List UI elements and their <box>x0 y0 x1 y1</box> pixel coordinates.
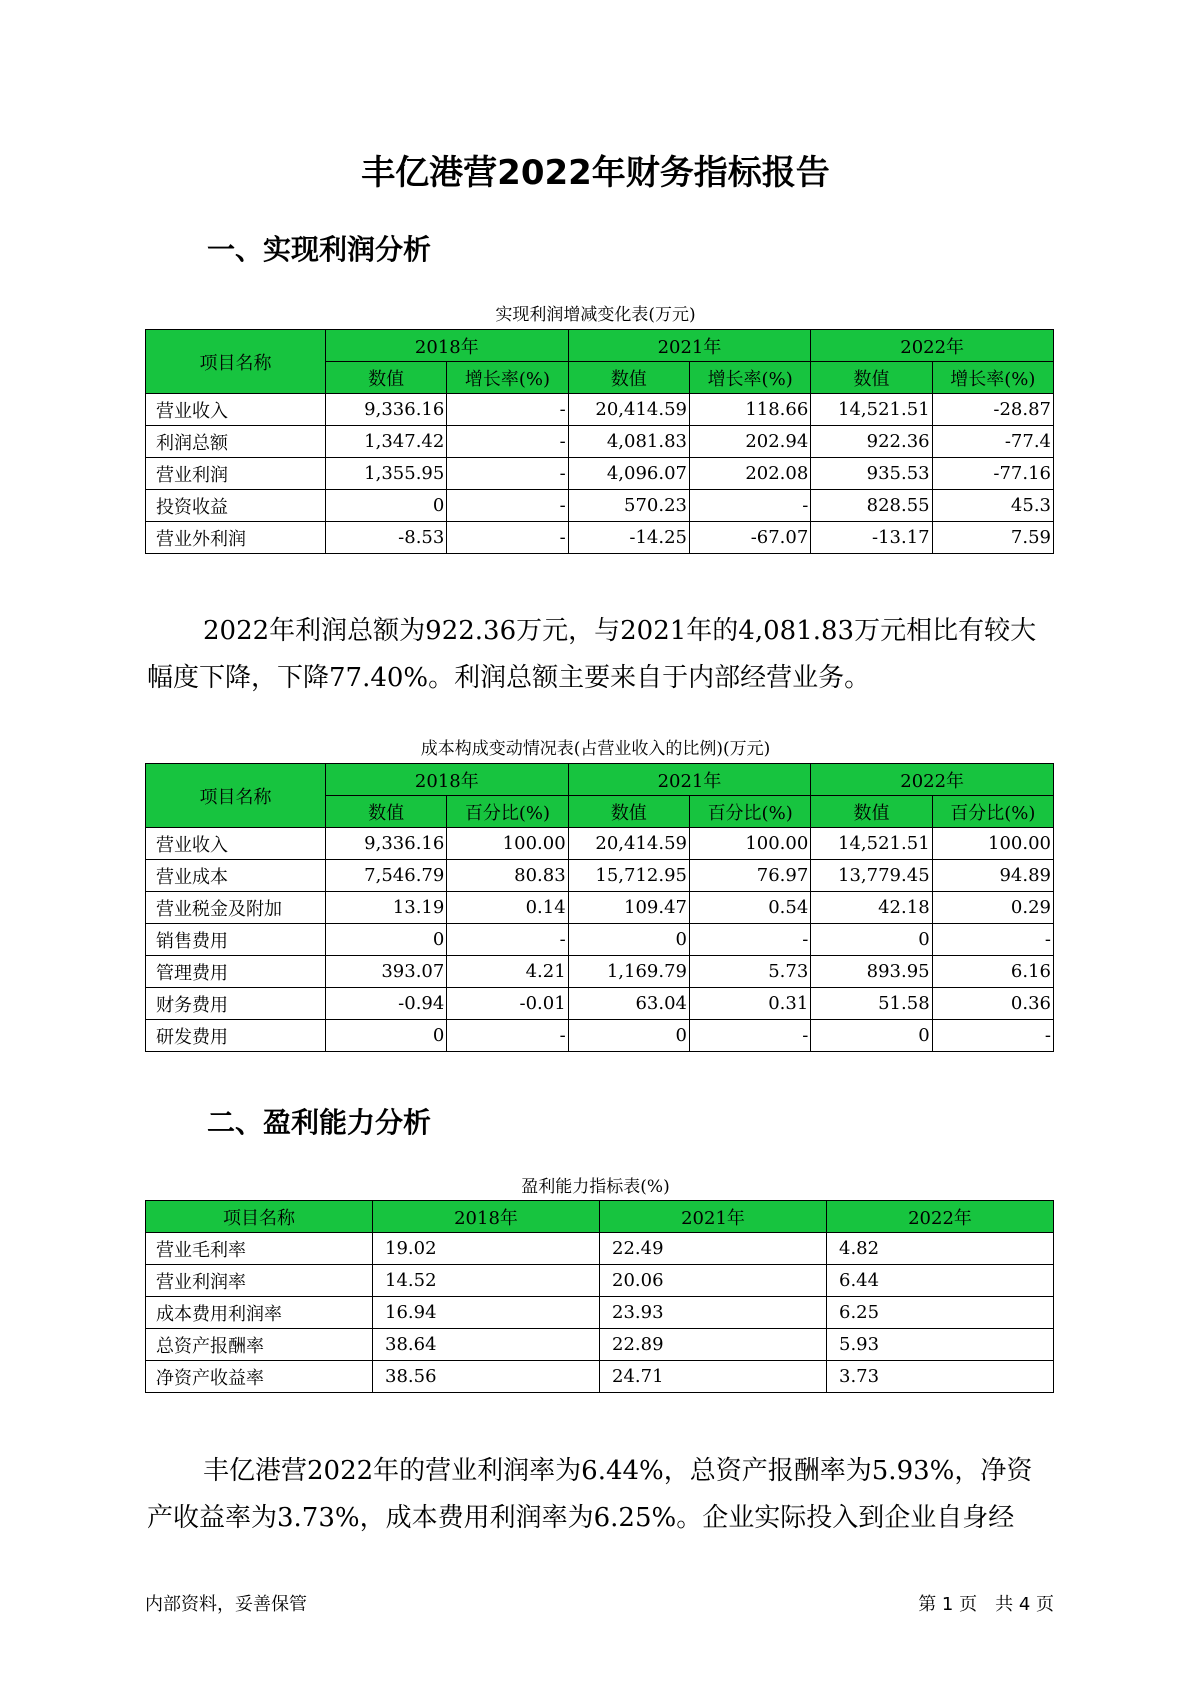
table-cell: 0.31 <box>689 988 810 1020</box>
table-cell: 393.07 <box>326 956 447 988</box>
table-row <box>146 490 1054 522</box>
sub-header: 百分比(%) <box>447 796 568 828</box>
year-header: 2021年 <box>568 764 811 796</box>
sub-header: 数值 <box>326 796 447 828</box>
year-header: 2022年 <box>827 1201 1054 1233</box>
table-cell: 6.25 <box>827 1297 1054 1329</box>
sub-header: 增长率(%) <box>447 362 568 394</box>
profit-summary-paragraph: 2022年利润总额为922.36万元，与2021年的4,081.83万元相比有较大幅度下降，下降77.40%。利润总额主要来自于内部经营业务。 <box>147 616 1037 693</box>
table-cell: - <box>447 1020 568 1052</box>
table-cell: 570.23 <box>568 490 689 522</box>
row-label: 研发费用 <box>146 1020 326 1052</box>
profitability-table <box>145 1200 1054 1393</box>
row-label: 财务费用 <box>146 988 326 1020</box>
row-label: 营业毛利率 <box>146 1233 373 1265</box>
table-row <box>146 924 1054 956</box>
table-cell: 14,521.51 <box>811 394 932 426</box>
year-header: 2018年 <box>373 1201 600 1233</box>
table-cell: 5.93 <box>827 1329 1054 1361</box>
sub-header: 百分比(%) <box>932 796 1053 828</box>
sub-header: 数值 <box>811 362 932 394</box>
table-cell: 7.59 <box>932 522 1053 554</box>
table-cell: 935.53 <box>811 458 932 490</box>
row-label: 营业成本 <box>146 860 326 892</box>
table-cell: 9,336.16 <box>326 394 447 426</box>
table-cell: 0 <box>326 490 447 522</box>
table-cell: 0 <box>811 1020 932 1052</box>
table-cell: 14.52 <box>373 1265 600 1297</box>
table-cell: -77.4 <box>932 426 1053 458</box>
sub-header: 数值 <box>568 796 689 828</box>
table-cell: - <box>447 924 568 956</box>
year-header: 2018年 <box>326 764 569 796</box>
table-cell: 38.56 <box>373 1361 600 1393</box>
table-cell: - <box>932 924 1053 956</box>
table-cell: - <box>689 924 810 956</box>
table-cell: 1,347.42 <box>326 426 447 458</box>
table-row <box>146 828 1054 860</box>
row-label: 成本费用利润率 <box>146 1297 373 1329</box>
row-label: 营业税金及附加 <box>146 892 326 924</box>
section-heading-profit: 一、实现利润分析 <box>207 233 432 266</box>
table-cell: 9,336.16 <box>326 828 447 860</box>
table-cell: 109.47 <box>568 892 689 924</box>
row-label: 总资产报酬率 <box>146 1329 373 1361</box>
table-cell: - <box>447 490 568 522</box>
sub-header: 数值 <box>326 362 447 394</box>
table-cell: 7,546.79 <box>326 860 447 892</box>
table-cell: 20,414.59 <box>568 394 689 426</box>
table-cell: 15,712.95 <box>568 860 689 892</box>
table-cell: 4.82 <box>827 1233 1054 1265</box>
table-row <box>146 1329 1054 1361</box>
table-cell: 0 <box>568 1020 689 1052</box>
table-row <box>146 1361 1054 1393</box>
table-cell: 14,521.51 <box>811 828 932 860</box>
table-cell: 0 <box>568 924 689 956</box>
table-cell: 0.36 <box>932 988 1053 1020</box>
row-label: 投资收益 <box>146 490 326 522</box>
row-label: 营业收入 <box>146 828 326 860</box>
table-cell: -77.16 <box>932 458 1053 490</box>
table-cell: 202.08 <box>689 458 810 490</box>
table-cell: - <box>689 490 810 522</box>
table-row <box>146 1020 1054 1052</box>
row-label: 利润总额 <box>146 426 326 458</box>
table-cell: 20.06 <box>600 1265 827 1297</box>
table3-caption: 盈利能力指标表(%) <box>521 1177 670 1197</box>
year-header: 2021年 <box>568 330 811 362</box>
table-row <box>146 458 1054 490</box>
year-header: 2022年 <box>811 330 1054 362</box>
table-cell: 100.00 <box>689 828 810 860</box>
table-cell: 893.95 <box>811 956 932 988</box>
row-label: 营业收入 <box>146 394 326 426</box>
table-cell: 23.93 <box>600 1297 827 1329</box>
table-cell: 38.64 <box>373 1329 600 1361</box>
table-cell: 100.00 <box>447 828 568 860</box>
table-cell: 51.58 <box>811 988 932 1020</box>
table-cell: 22.89 <box>600 1329 827 1361</box>
table-cell: - <box>447 458 568 490</box>
table-cell: - <box>447 394 568 426</box>
table-cell: 63.04 <box>568 988 689 1020</box>
row-label: 管理费用 <box>146 956 326 988</box>
table-cell: 0.14 <box>447 892 568 924</box>
table-cell: 0 <box>326 1020 447 1052</box>
table-cell: 202.94 <box>689 426 810 458</box>
table-cell: 24.71 <box>600 1361 827 1393</box>
table-cell: 4,081.83 <box>568 426 689 458</box>
sub-header: 数值 <box>568 362 689 394</box>
table-cell: 828.55 <box>811 490 932 522</box>
table-cell: 94.89 <box>932 860 1053 892</box>
table-row <box>146 860 1054 892</box>
table1-caption: 实现利润增减变化表(万元) <box>495 305 696 325</box>
table-cell: - <box>689 1020 810 1052</box>
row-label: 销售费用 <box>146 924 326 956</box>
year-header: 2022年 <box>811 764 1054 796</box>
profit-change-table <box>145 329 1054 554</box>
table-cell: -0.01 <box>447 988 568 1020</box>
table-cell: 5.73 <box>689 956 810 988</box>
table-cell: 20,414.59 <box>568 828 689 860</box>
row-label: 净资产收益率 <box>146 1361 373 1393</box>
item-name-header: 项目名称 <box>146 1201 373 1233</box>
table-cell: 13.19 <box>326 892 447 924</box>
year-header: 2021年 <box>600 1201 827 1233</box>
table-cell: 19.02 <box>373 1233 600 1265</box>
table-row <box>146 892 1054 924</box>
table-cell: 22.49 <box>600 1233 827 1265</box>
table-row <box>146 426 1054 458</box>
footer-page-number: 第 1 页 共 4 页 <box>918 1594 1054 1615</box>
row-label: 营业利润 <box>146 458 326 490</box>
table-row <box>146 1233 1054 1265</box>
table-cell: 922.36 <box>811 426 932 458</box>
table-row <box>146 1297 1054 1329</box>
table-row <box>146 1265 1054 1297</box>
table-row <box>146 522 1054 554</box>
table-cell: 45.3 <box>932 490 1053 522</box>
table-cell: 1,169.79 <box>568 956 689 988</box>
table-cell: 0 <box>326 924 447 956</box>
table-cell: 4.21 <box>447 956 568 988</box>
table-row <box>146 988 1054 1020</box>
table-cell: 0.54 <box>689 892 810 924</box>
cost-structure-table <box>145 763 1054 1052</box>
table-cell: 80.83 <box>447 860 568 892</box>
sub-header: 增长率(%) <box>689 362 810 394</box>
item-name-header: 项目名称 <box>146 330 326 394</box>
row-label: 营业利润率 <box>146 1265 373 1297</box>
footer-confidential: 内部资料，妥善保管 <box>145 1594 307 1615</box>
year-header: 2018年 <box>326 330 569 362</box>
table-cell: 4,096.07 <box>568 458 689 490</box>
table-cell: 6.44 <box>827 1265 1054 1297</box>
item-name-header: 项目名称 <box>146 764 326 828</box>
table-cell: 118.66 <box>689 394 810 426</box>
table-cell: 1,355.95 <box>326 458 447 490</box>
table-cell: 0.29 <box>932 892 1053 924</box>
sub-header: 增长率(%) <box>932 362 1053 394</box>
table-cell: -14.25 <box>568 522 689 554</box>
table-cell: -0.94 <box>326 988 447 1020</box>
table-cell: -67.07 <box>689 522 810 554</box>
table2-caption: 成本构成变动情况表(占营业收入的比例)(万元) <box>420 739 771 759</box>
table-cell: 0 <box>811 924 932 956</box>
sub-header: 数值 <box>811 796 932 828</box>
table-cell: - <box>932 1020 1053 1052</box>
table-cell: -8.53 <box>326 522 447 554</box>
table-cell: 3.73 <box>827 1361 1054 1393</box>
table-row <box>146 956 1054 988</box>
table-cell: -13.17 <box>811 522 932 554</box>
table-cell: 76.97 <box>689 860 810 892</box>
table-cell: 6.16 <box>932 956 1053 988</box>
table-cell: 42.18 <box>811 892 932 924</box>
table-cell: - <box>447 426 568 458</box>
profitability-summary-paragraph: 丰亿港营2022年的营业利润率为6.44%，总资产报酬率为5.93%，净资产收益率为3.73%，成本费用利润率为6.25%。企业实际投入到企业自身经 <box>147 1456 1033 1533</box>
table-cell: 13,779.45 <box>811 860 932 892</box>
sub-header: 百分比(%) <box>689 796 810 828</box>
row-label: 营业外利润 <box>146 522 326 554</box>
table-cell: -28.87 <box>932 394 1053 426</box>
table-cell: 16.94 <box>373 1297 600 1329</box>
table-row <box>146 394 1054 426</box>
table-cell: 100.00 <box>932 828 1053 860</box>
report-title: 丰亿港营2022年财务指标报告 <box>361 153 830 193</box>
table-cell: - <box>447 522 568 554</box>
section-heading-profitability: 二、盈利能力分析 <box>207 1106 432 1139</box>
